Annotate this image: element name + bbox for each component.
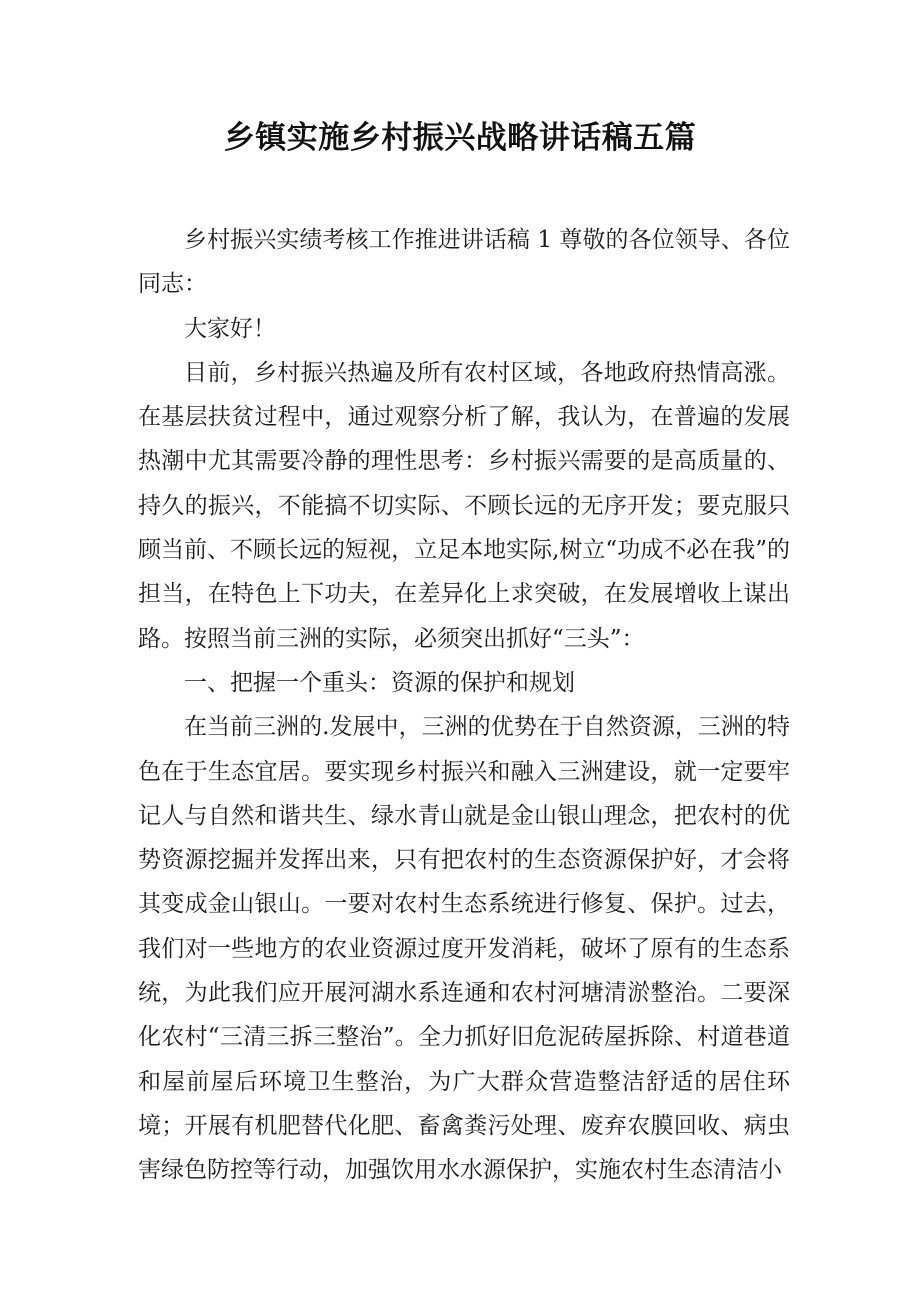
paragraph-greeting-line: 乡村振兴实绩考核工作推进讲话稿 1 尊敬的各位领导、各位同志： [138, 227, 790, 298]
document-body [138, 218, 790, 1193]
paragraph-section-1: 在当前三洲的.发展中，三洲的优势在于自然资源，三洲的特色在于生态宜居。要实现乡村振兴和融入三洲建设，就一定要牢记人与自然和谐共生、绿水青山就是金山银山理念，把农村的优势资源挖掘并发挥出来，只有把农村的生态资源保护好，才会将其变成金山银山。一要对农村生态系统进行修复、保护。过去，我们对一些地方的农业资源过度开发消耗，破坏了原有的生态系统，为此我们应开展河湖水系连通和农村河塘清淤整治。二要深化农村“三清三拆三整治”。全力抓好旧危泥砖屋拆除、村道巷道和屋前屋后环境卫生整治，为广大群众营造整洁舒适的居住环境；开展有机肥替代化肥、畜禽粪污处理、废弃农膜回收、病虫害绿色防控等行动，加强饮用水水源保护，实施农村生态清洁小 [138, 714, 790, 1184]
paragraph-intro: 目前，乡村振兴热遍及所有农村区域，各地政府热情高涨。在基层扶贫过程中，通过观察分析了解，我认为，在普遍的发展热潮中尤其需要冷静的理性思考：乡村振兴需要的是高质量的、持久的振兴，不能搞不切实际、不顾长远的无序开发；要克服只顾当前、不顾长远的短视，立足本地实际,树立“功成不必在我”的担当，在特色上下功夫，在差异化上求突破，在发展增收上谋出路。按照当前三洲的实际，必须突出抓好“三头”： [138, 359, 790, 652]
document-title: 乡镇实施乡村振兴战略讲话稿五篇 [223, 120, 697, 156]
paragraph-hello: 大家好！ [184, 315, 276, 342]
section-heading-1: 一、把握一个重头：资源的保护和规划 [184, 669, 575, 696]
